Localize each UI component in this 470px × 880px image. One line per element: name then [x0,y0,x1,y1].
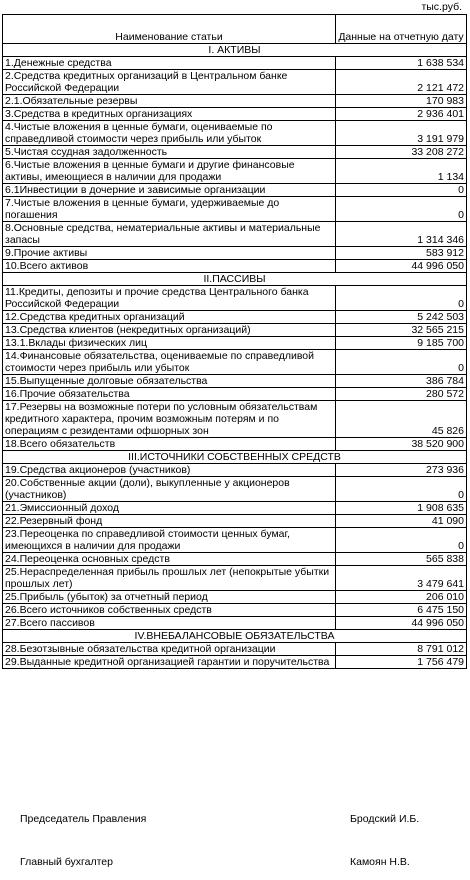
item-value: 38 520 900 [336,438,467,451]
item-value: 41 090 [336,515,467,528]
table-row [3,286,467,311]
item-label: 16.Прочие обязательства [3,388,336,401]
item-value: 44 996 050 [336,260,467,273]
item-label: 15.Выпущенные долговые обязательства [3,375,336,388]
item-label: 6.Чистые вложения в ценные бумаги и другие финансовые активы, имеющиеся в наличии для продажи [3,159,336,184]
item-label: 21.Эмиссионный доход [3,502,336,515]
item-value: 1 314 346 [336,222,467,247]
item-value: 1 638 534 [336,57,467,70]
item-label: 26.Всего источников собственных средств [3,604,336,617]
item-label: 27.Всего пассивов [3,617,336,630]
item-label: 10.Всего активов [3,260,336,273]
item-value: 583 912 [336,247,467,260]
item-value: 44 996 050 [336,617,467,630]
item-value: 8 791 012 [336,643,467,656]
item-value: 9 185 700 [336,337,467,350]
item-label: 13.1.Вклады физических лиц [3,337,336,350]
item-value: 1 756 479 [336,656,467,669]
item-value: 5 242 503 [336,311,467,324]
item-value: 45 826 [336,401,467,438]
chairman-name: Бродский И.Б. [350,813,420,825]
item-label: 2.Средства кредитных организаций в Центральном банке Российской Федерации [3,70,336,95]
table-row [3,528,467,553]
item-value: 0 [336,528,467,553]
item-value: 33 208 272 [336,146,467,159]
table-row [3,222,467,247]
item-value: 0 [336,286,467,311]
item-label: 3.Средства в кредитных организациях [3,108,336,121]
table-row [3,70,467,95]
table-row [3,247,467,260]
table-row [3,502,467,515]
item-label: 1.Денежные средства [3,57,336,70]
table-row [3,375,467,388]
item-label: 29.Выданные кредитной организацией гарантии и поручительства [3,656,336,669]
table-row [3,438,467,451]
table-row [3,159,467,184]
column-header-value: Данные на отчетную дату [336,15,467,44]
table-row [3,350,467,375]
table-header-row [3,15,467,44]
item-label: 20.Собственные акции (доли), выкупленные у акционеров (участников) [3,477,336,502]
item-label: 28.Безотзывные обязательства кредитной организации [3,643,336,656]
table-row [3,401,467,438]
table-row [3,197,467,222]
item-label: 14.Финансовые обязательства, оцениваемые по справедливой стоимости через прибыль или убыток [3,350,336,375]
item-value: 206 010 [336,591,467,604]
item-label: 5.Чистая ссудная задолженность [3,146,336,159]
table-row [3,477,467,502]
section-row [3,273,467,286]
table-row [3,337,467,350]
units-label: тыс.руб. [421,1,462,13]
table-body [3,44,467,669]
item-label: 9.Прочие активы [3,247,336,260]
table-row [3,311,467,324]
table-row [3,260,467,273]
item-label: 6.1Инвестиции в дочерние и зависимые организации [3,184,336,197]
table-row [3,656,467,669]
table-row [3,146,467,159]
item-value: 280 572 [336,388,467,401]
item-label: 8.Основные средства, нематериальные активы и материальные запасы [3,222,336,247]
item-value: 3 191 979 [336,121,467,146]
item-label: 11.Кредиты, депозиты и прочие средства Центрального банка Российской Федерации [3,286,336,311]
item-label: 24.Переоценка основных средств [3,553,336,566]
accountant-name: Камоян Н.В. [350,856,410,868]
item-value: 273 936 [336,464,467,477]
item-value: 32 565 215 [336,324,467,337]
item-value: 1 134 [336,159,467,184]
column-header-name: Наименование статьи [3,15,336,44]
item-label: 13.Средства клиентов (некредитных организаций) [3,324,336,337]
table-row [3,324,467,337]
table-row [3,95,467,108]
item-label: 23.Переоценка по справедливой стоимости ценных бумаг, имеющихся в наличии для продажи [3,528,336,553]
balance-sheet-table [2,14,467,669]
section-title: I. АКТИВЫ [3,44,467,57]
table-row [3,464,467,477]
item-label: 12.Средства кредитных организаций [3,311,336,324]
table-row [3,515,467,528]
table-row [3,566,467,591]
item-value: 2 936 401 [336,108,467,121]
item-value: 2 121 472 [336,70,467,95]
item-value: 565 838 [336,553,467,566]
item-label: 18.Всего обязательств [3,438,336,451]
table-row [3,591,467,604]
item-label: 19.Средства акционеров (участников) [3,464,336,477]
table-row [3,617,467,630]
item-value: 386 784 [336,375,467,388]
item-value: 170 983 [336,95,467,108]
table-row [3,184,467,197]
item-label: 25.Нераспределенная прибыль прошлых лет (непокрытые убытки прошлых лет) [3,566,336,591]
item-label: 22.Резервный фонд [3,515,336,528]
item-value: 0 [336,197,467,222]
item-value: 6 475 150 [336,604,467,617]
table-row [3,108,467,121]
item-value: 0 [336,477,467,502]
table-row [3,57,467,70]
item-label: 17.Резервы на возможные потери по условным обязательствам кредитного характера, прочим возможным потерям и по операциям с резидентами офшорных зон [3,401,336,438]
item-label: 2.1.Обязательные резервы [3,95,336,108]
table-row [3,553,467,566]
item-value: 0 [336,350,467,375]
item-value: 3 479 641 [336,566,467,591]
table-row [3,604,467,617]
section-title: III.ИСТОЧНИКИ СОБСТВЕННЫХ СРЕДСТВ [3,451,467,464]
section-title: II.ПАССИВЫ [3,273,467,286]
table-row [3,388,467,401]
section-row [3,451,467,464]
accountant-title: Главный бухгалтер [20,856,113,868]
item-label: 7.Чистые вложения в ценные бумаги, удерживаемые до погашения [3,197,336,222]
section-row [3,44,467,57]
item-value: 1 908 635 [336,502,467,515]
item-value: 0 [336,184,467,197]
section-title: IV.ВНЕБАЛАНСОВЫЕ ОБЯЗАТЕЛЬСТВА [3,630,467,643]
item-label: 4.Чистые вложения в ценные бумаги, оцениваемые по справедливой стоимости через прибыль или убыток [3,121,336,146]
chairman-title: Председатель Правления [20,813,147,825]
section-row [3,630,467,643]
item-label: 25.Прибыль (убыток) за отчетный период [3,591,336,604]
table-row [3,643,467,656]
table-row [3,121,467,146]
